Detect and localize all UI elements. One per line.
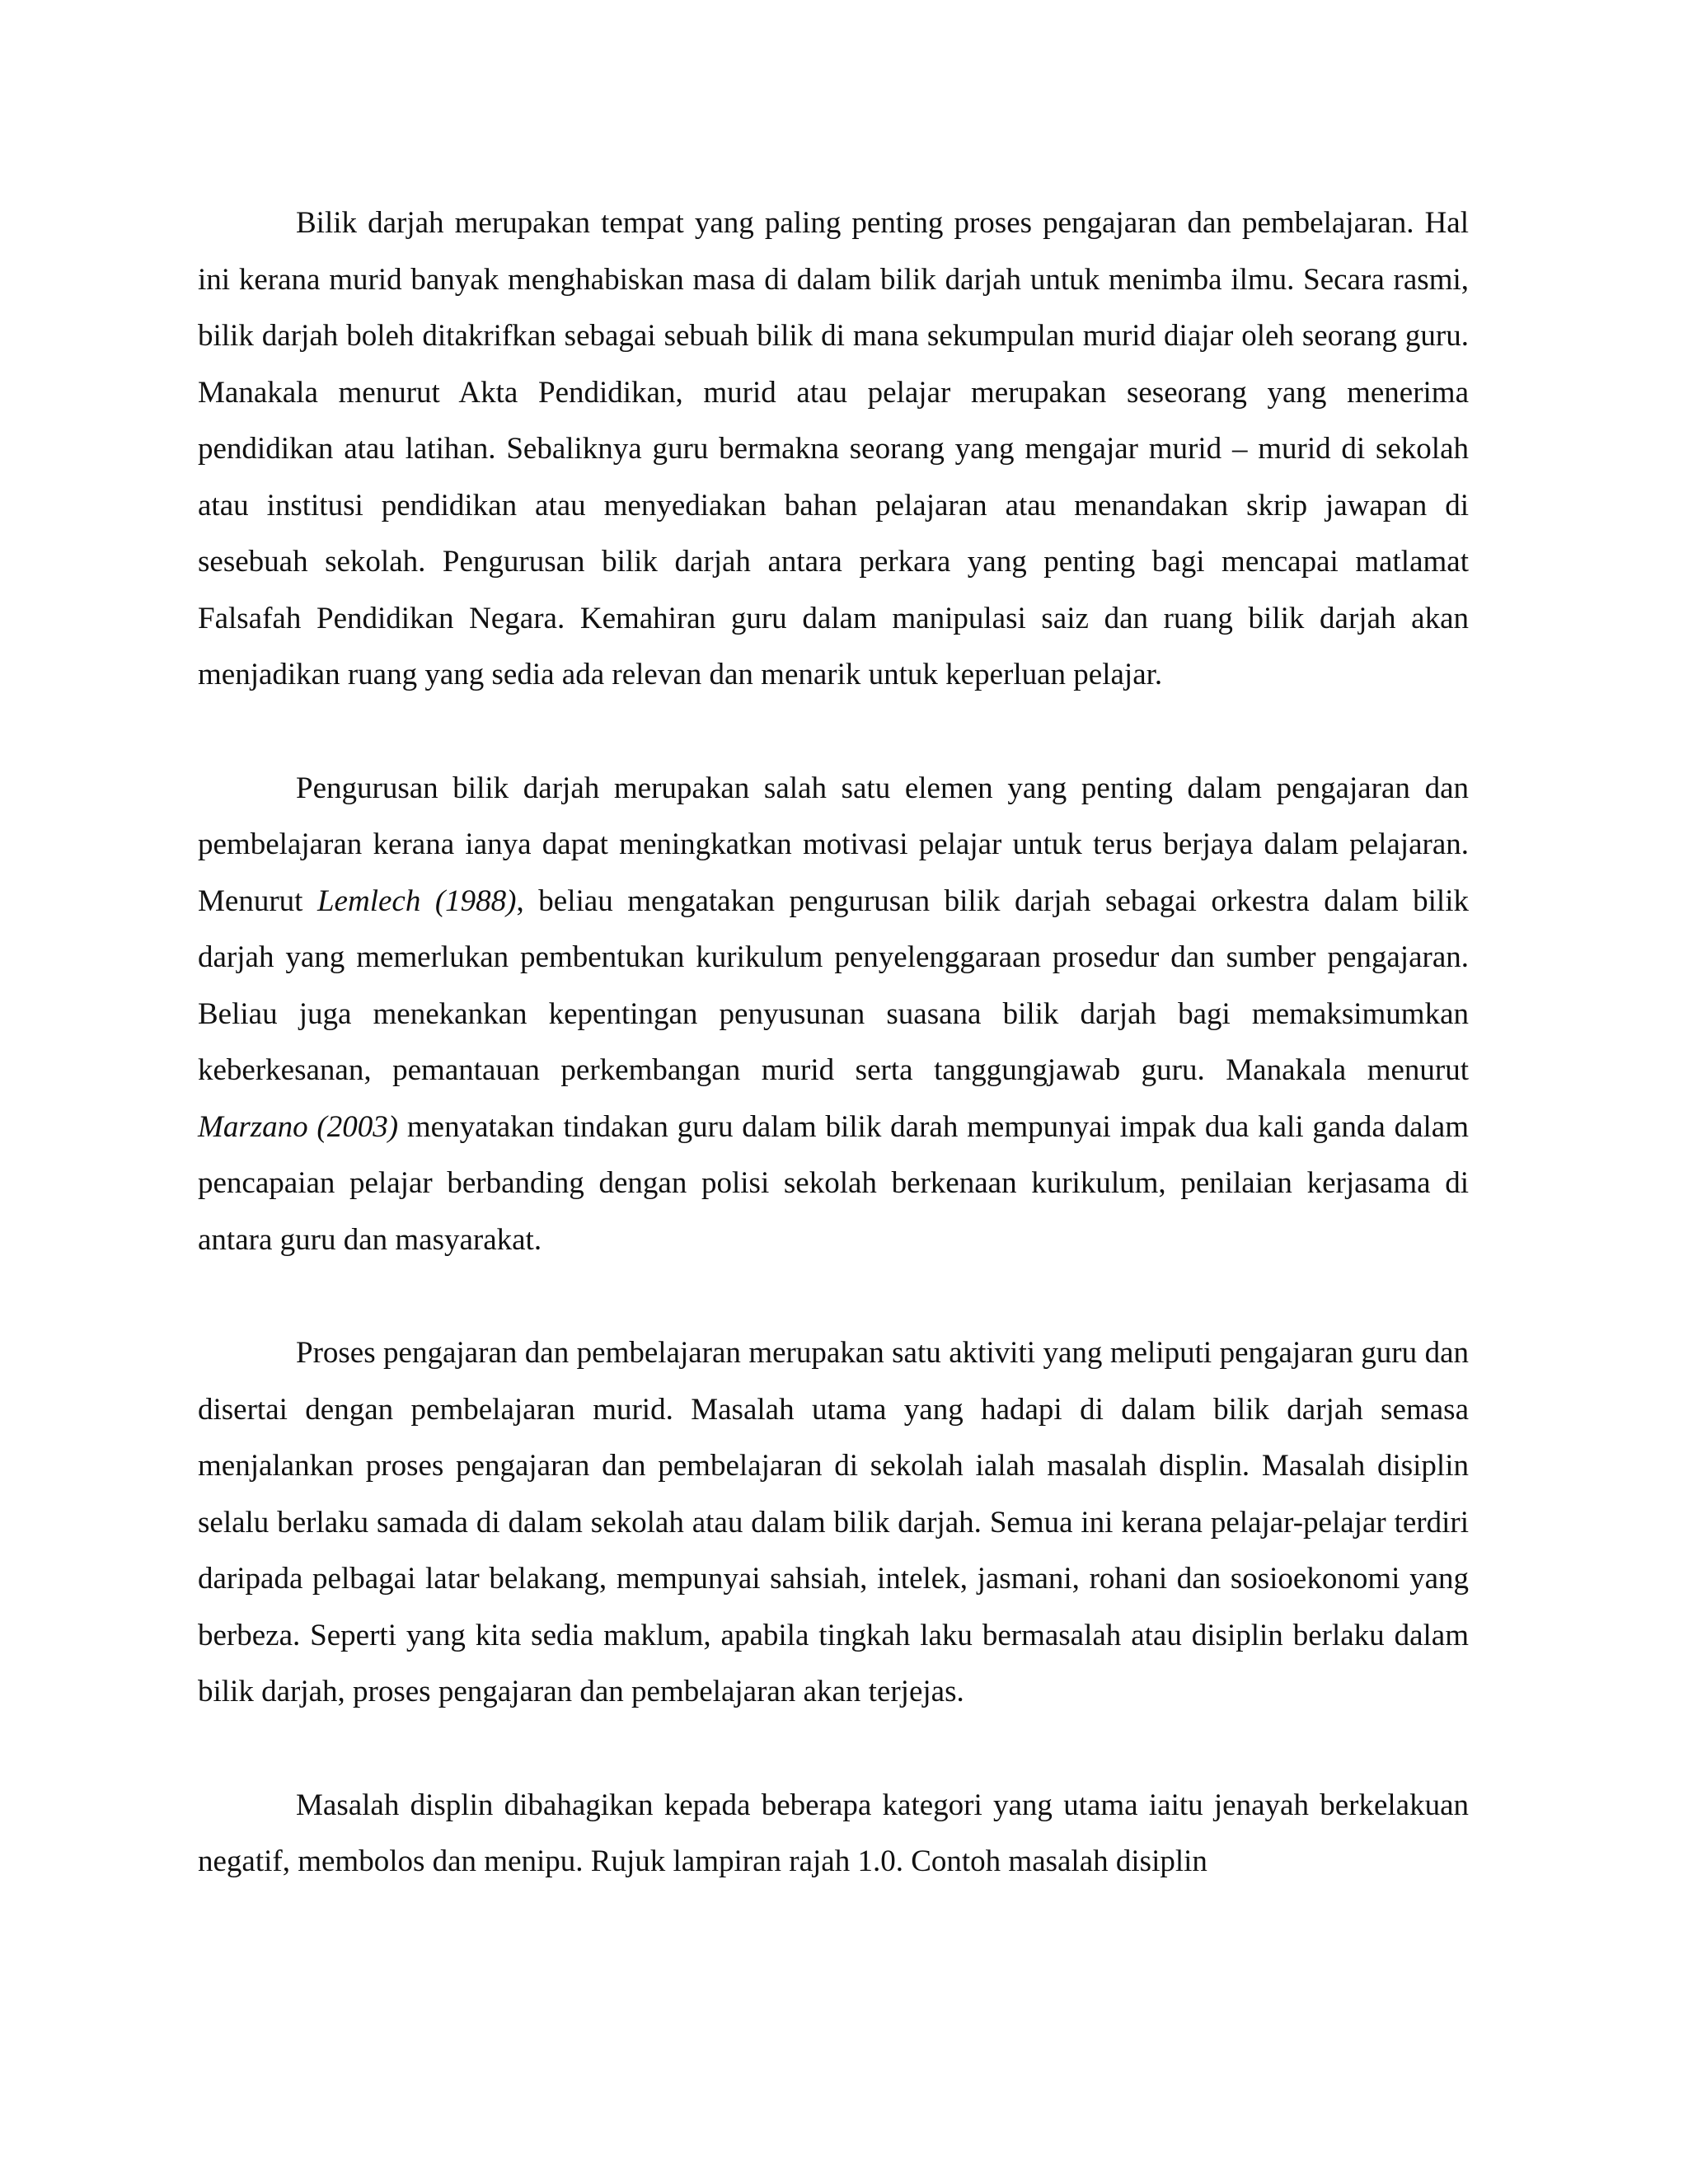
paragraph-4: Masalah displin dibahagikan kepada beberapa kategori yang utama iaitu jenayah berkelakuan negatif, membolos dan menipu. Rujuk lampiran rajah 1.0. Contoh masalah disiplin (198, 1788, 1469, 1878)
paragraph-1: Bilik darjah merupakan tempat yang paling penting proses pengajaran dan pembelajaran. Hal ini kerana murid banyak menghabiskan masa di dalam bilik darjah untuk menimba ilmu. Secara rasmi, bilik darjah boleh ditakrifkan sebagai sebuah bilik di mana sekumpulan murid diajar oleh seorang guru. Manakala menurut Akta Pendidikan, murid atau pelajar merupakan seseorang yang menerima pendidikan atau latihan. Sebaliknya guru bermakna seorang yang mengajar murid – murid di sekolah atau institusi pendidikan atau menyediakan bahan pelajaran atau menandakan skrip jawapan di sesebuah sekolah. Pengurusan bilik darjah antara perkara yang penting bagi mencapai matlamat Falsafah Pendidikan Negara. Kemahiran guru dalam manipulasi saiz dan ruang bilik darjah akan menjadikan ruang yang sedia ada relevan dan menarik untuk keperluan pelajar. (198, 206, 1469, 691)
paragraph-3: Proses pengajaran dan pembelajaran merupakan satu aktiviti yang meliputi pengajaran guru dan disertai dengan pembelajaran murid. Masalah utama yang hadapi di dalam bilik darjah semasa menjalankan proses pengajaran dan pembelajaran di sekolah ialah masalah displin. Masalah disiplin selalu berlaku samada di dalam sekolah atau dalam bilik darjah. Semua ini kerana pelajar-pelajar terdiri daripada pelbagai latar belakang, mempunyai sahsiah, intelek, jasmani, rohani dan sosioekonomi yang berbeza. Seperti yang kita sedia maklum, apabila tingkah laku bermasalah atau disiplin berlaku dalam bilik darjah, proses pengajaran dan pembelajaran akan terjejas. (198, 1336, 1469, 1708)
document-page (198, 195, 1469, 1891)
citation-marzano: Marzano (2003) (198, 1109, 399, 1144)
paragraph-2 (198, 761, 1469, 1269)
paragraph-2-text-c: menyatakan tindakan guru dalam bilik darah mempunyai impak dua kali ganda dalam pencapaian pelajar berbanding dengan polisi sekolah berkenaan kurikulum, penilaian kerjasama di antara guru dan masyarakat. (198, 1109, 1469, 1257)
paragraph-2-text-a: Pengurusan bilik darjah merupakan salah satu elemen yang penting dalam pengajaran dan pembelajaran kerana ianya dapat meningkatkan motivasi pelajar untuk terus berjaya dalam pelajaran. Menurut (198, 771, 1469, 918)
citation-lemlech: Lemlech (1988) (316, 883, 517, 918)
paragraph-2-text-b: , beliau mengatakan pengurusan bilik darjah sebagai orkestra dalam bilik darjah yang memerlukan pembentukan kurikulum penyelenggaraan prosedur dan sumber pengajaran. Beliau juga menekankan kepentingan penyusunan suasana bilik darjah bagi memaksimumkan keberkesanan, pemantauan perkembangan murid serta tanggungjawab guru. Manakala menurut (198, 883, 1469, 1087)
